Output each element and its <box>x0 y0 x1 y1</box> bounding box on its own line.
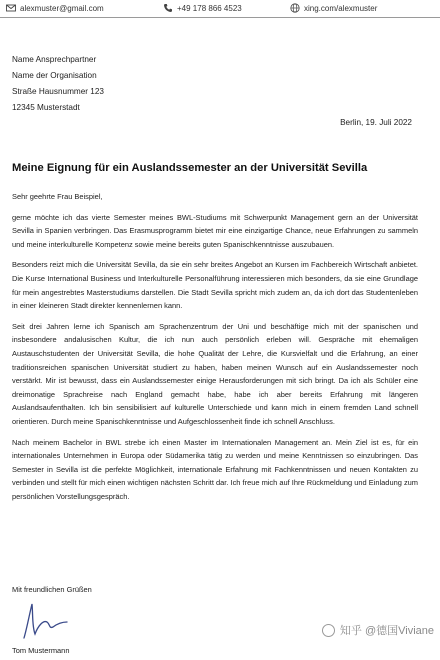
body-paragraph: Besonders reizt mich die Universität Sevilla, da sie ein sehr breites Angebot an Kursen im Fachbereich Wirtschaft anbietet. Die Kurse International Business und Interkulturelle Personalführung interessieren mich besonders, da sie eine Grundlage für mein angestrebtes Masterstudiums darstellen. Die Stadt Sevilla spricht mich zudem an, da ich dort das Studentenleben in einer kleineren Stadt direkter kennenlernen kann. <box>12 260 418 311</box>
body-paragraph: Nach meinem Bachelor in BWL strebe ich einen Master im Internationalen Management an. Mein Ziel ist es, für ein internationales Unternehmen in Europa oder Südamerika tätig zu werden und meine Kenntnissen so einzubringen. Das Semester in Sevilla ist die perfekte Möglichkeit, internationale Erfahrung mit Fachkenntnissen und neuen Kontakten zu verbinden und stellt für mich einen wichtigen nächsten Schritt dar. Ich freue mich auf Ihre Rückmeldung und Einladung zum persönlichen Vorstellungsgespräch. <box>12 437 418 501</box>
recipient-street: Straße Hausnummer 123 <box>12 87 104 96</box>
contact-website[interactable] <box>290 3 377 13</box>
salutation: Sehr geehrte Frau Beispiel, <box>12 192 103 201</box>
watermark <box>322 622 434 638</box>
letter-subject: Meine Eignung für ein Auslandssemester an der Universität Sevilla <box>12 162 368 174</box>
recipient-organization: Name der Organisation <box>12 71 97 80</box>
envelope-icon <box>6 3 16 13</box>
watermark-text: 知乎 @德国Viviane <box>339 625 434 637</box>
header-divider <box>0 17 440 18</box>
globe-icon <box>290 3 300 13</box>
letter-date: Berlin, 19. Juli 2022 <box>340 118 412 127</box>
website-text: xing.com/alexmuster <box>304 3 378 13</box>
body-paragraph: Seit drei Jahren lerne ich Spanisch am Sprachenzentrum der Uni und beschäftige mich mit der spanischen und insbesondere andalusischen Kultur, die ich nun auch persönlich erleben will. Gespräche mit ehemaligen Austauschstudenten der Universität Sevilla, die hohe Qualität der Lehre, die Kursvielfalt und die Erfahrung, an einer traditionsreichen spanischen Universität studiert zu haben, haben meinen Wunsch auf ein Auslandssemester noch verstärkt. Mir ist bewusst, dass ein Auslandssemester einige Herausforderungen mit sich bringt. Da ich als Schüler eine dreimonatige Sprachreise nach England gemacht habe, habe ich aber bereits Erfahrung mit längeren Auslandsaufenthalten. Ich bin sensibilisiert auf kulturelle Unterschiede und kann mich in einem fremden Land schnell orientieren. Durch meine Spanischkenntnisse und Aufgeschlossenheit finde ich schnell Anschluss. <box>12 321 418 426</box>
email-text: alexmuster@gmail.com <box>20 3 104 13</box>
closing-greeting: Mit freundlichen Grüßen <box>12 585 92 594</box>
phone-text: +49 178 866 4523 <box>177 3 242 13</box>
contact-header <box>0 0 440 18</box>
signer-name: Tom Mustermann <box>12 646 70 655</box>
contact-phone[interactable] <box>163 3 242 13</box>
contact-email[interactable] <box>6 3 104 13</box>
body-paragraph: gerne möchte ich das vierte Semester meines BWL-Studiums mit Schwerpunkt Management gern an der Universität Sevilla in Spanien verbringen. Das Erasmusprogramm bietet mir eine einzigartige Chance, neue Erfahrungen zu sammeln und meine interkulturelle Kompetenz sowie meine bereits guten Spanischkenntnisse auszubauen. <box>12 212 418 249</box>
recipient-address <box>12 52 104 116</box>
letter-body <box>12 190 418 510</box>
handwritten-signature <box>10 598 80 642</box>
recipient-city: 12345 Musterstadt <box>12 103 80 112</box>
recipient-contact-name: Name Ansprechpartner <box>12 55 97 64</box>
watermark-logo-icon <box>322 624 335 637</box>
phone-icon <box>163 3 173 13</box>
